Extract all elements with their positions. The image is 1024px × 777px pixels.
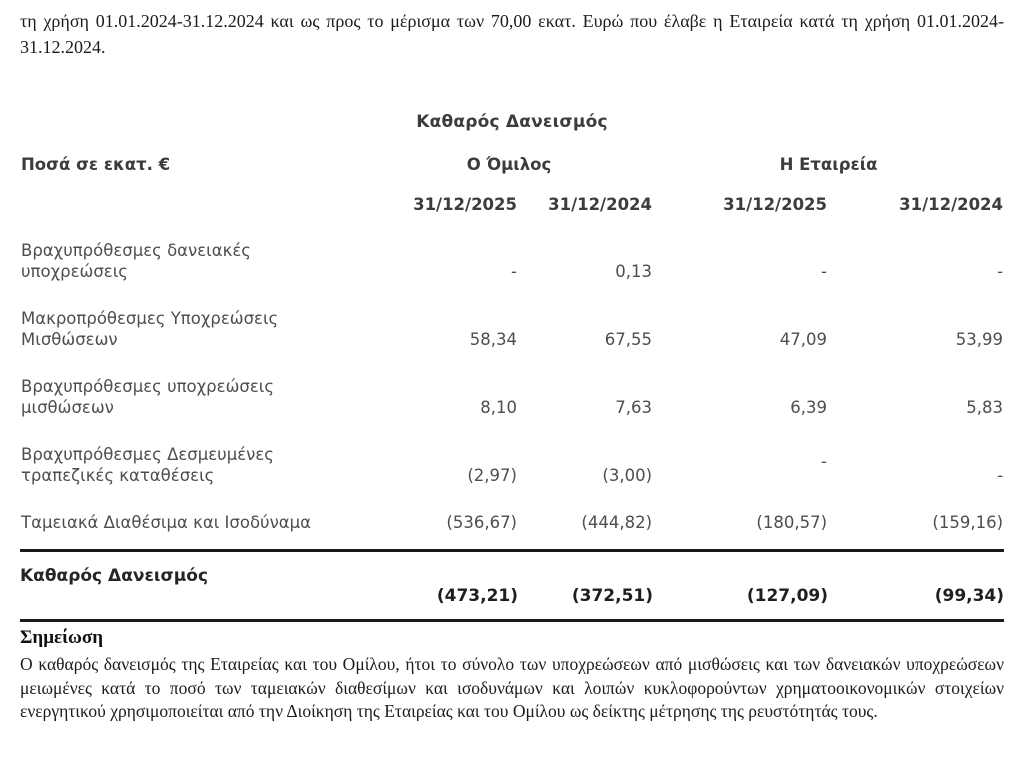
cell-value: -	[511, 262, 517, 281]
total-row	[20, 551, 1004, 621]
table-title: Καθαρός Δανεισμός	[416, 112, 608, 132]
cell-value: 67,55	[604, 330, 653, 349]
table-row	[20, 283, 1004, 351]
date-header: 31/12/2024	[899, 195, 1004, 214]
cell-value: (444,82)	[581, 513, 653, 532]
cell-value: 8,10	[480, 398, 517, 417]
cell-value: 6,39	[790, 398, 828, 417]
total-value: (372,51)	[518, 551, 653, 621]
row-label: Βραχυπρόθεσμες Δεσμευμένες τραπεζικές καταθέσεις	[21, 445, 274, 485]
unit-label: Ποσά σε εκατ. €	[21, 155, 171, 174]
date-header-row	[20, 175, 1004, 215]
table-row	[20, 215, 1004, 283]
cell-value: -	[997, 466, 1004, 485]
cell-value: 5,83	[966, 398, 1004, 417]
table-row	[20, 419, 1004, 487]
cell-value: (180,57)	[756, 513, 828, 532]
cell-value: -	[997, 262, 1004, 281]
date-header: 31/12/2025	[723, 195, 828, 214]
cell-value: -	[821, 262, 828, 281]
cell-value: 53,99	[955, 330, 1004, 349]
cell-value: 58,34	[469, 330, 517, 349]
cell-value: (536,67)	[446, 513, 517, 532]
row-label: Ταμειακά Διαθέσιμα και Ισοδύναμα	[21, 513, 312, 532]
cell-value: -	[821, 452, 828, 471]
group-header-row	[20, 132, 1004, 175]
group-header-company: Η Εταιρεία	[779, 155, 878, 174]
row-label: Μακροπρόθεσμες Υποχρεώσεις Μισθώσεων	[21, 309, 279, 349]
total-value: (473,21)	[365, 551, 518, 621]
intro-paragraph: τη χρήση 01.01.2024-31.12.2024 και ως προς το μέρισμα των 70,00 εκατ. Ευρώ που έλαβε η Εταιρεία κατά τη χρήση 01.01.2024-31.12.2024.	[20, 11, 1004, 57]
cell-value: 47,09	[779, 330, 828, 349]
date-header-spacer	[20, 175, 365, 215]
note-section	[20, 627, 1004, 724]
note-heading: Σημείωση	[20, 627, 104, 648]
table-row	[20, 351, 1004, 419]
cell-value: 7,63	[615, 398, 653, 417]
net-debt-section	[20, 112, 1004, 622]
date-header: 31/12/2025	[413, 195, 517, 214]
cell-value: (159,16)	[932, 513, 1004, 532]
row-label: Βραχυπρόθεσμες υποχρεώσεις μισθώσεων	[21, 377, 275, 417]
row-label: Βραχυπρόθεσμες δανειακές υποχρεώσεις	[21, 241, 251, 281]
cell-value: 0,13	[615, 262, 653, 281]
note-paragraph: Ο καθαρός δανεισμός της Εταιρείας και του Ομίλου, ήτοι το σύνολο των υποχρεώσεων από μισθώσεις και των δανειακών υποχρεώσεων μειωμένες κατά το ποσό των ταμειακών διαθεσίμων και ισοδυνάμων και λοιπών κυκλοφορούντων χρηματοοικονομικών στοιχείων ενεργητικού χρησιμοποιείται από την Διοίκηση της Εταιρείας και του Ομίλου ως δείκτης μέτρησης της ρευστότητάς τους.	[20, 654, 1004, 721]
date-header: 31/12/2024	[548, 195, 653, 214]
total-value: (99,34)	[828, 551, 1004, 621]
total-label: Καθαρός Δανεισμός	[20, 551, 365, 621]
group-header-group: Ο Όμιλος	[466, 155, 552, 174]
cell-value: (3,00)	[602, 466, 653, 485]
table-row	[20, 487, 1004, 551]
net-debt-table	[20, 132, 1004, 622]
total-value: (127,09)	[653, 551, 828, 621]
cell-value: (2,97)	[467, 466, 517, 485]
